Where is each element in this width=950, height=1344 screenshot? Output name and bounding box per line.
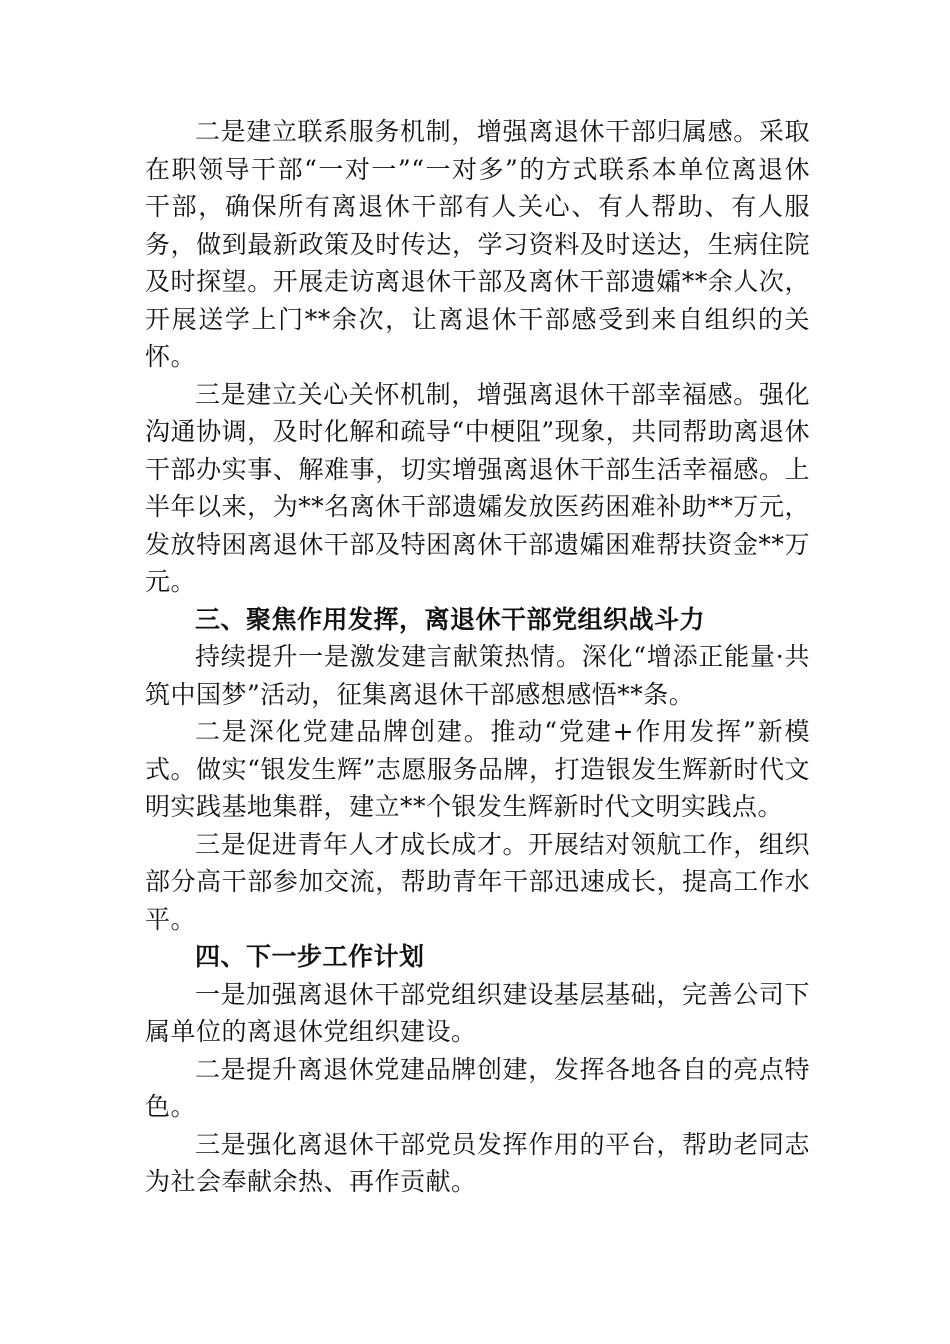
document-page (145, 113, 810, 1201)
paragraph-plan-3: 三是强化离退休干部党员发挥作用的平台，帮助老同志为社会奉献余热、再作贡献。 (145, 1129, 810, 1196)
paragraph-plan-2: 二是提升离退休党建品牌创建，发挥各地各自的亮点特色。 (145, 1054, 810, 1121)
paragraph-youth-growth: 三是促进青年人才成长成才。开展结对领航工作，组织部分高干部参加交流，帮助青年干部迅速成长，提高工作水平。 (145, 829, 810, 934)
paragraph-plan-1: 一是加强离退休干部党组织建设基层基础，完善公司下属单位的离退休党组织建设。 (145, 979, 810, 1046)
paragraph-contact-service: 二是建立联系服务机制，增强离退休干部归属感。采取在职领导干部“一对一”“一对多”的方式联系本单位离退休干部，确保所有离退休干部有人关心、有人帮助、有人服务，做到最新政策及时传达，学习资料及时送达，生病住院及时探望。开展走访离退休干部及离休干部遗孀**余人次，开展送学上门**余次，让离退休干部感受到来自组织的关怀。 (145, 117, 810, 371)
paragraph-brand-building: 二是深化党建品牌创建。推动“党建+作用发挥”新模式。做实“银发生辉”志愿服务品牌，打造银发生辉新时代文明实践基地集群，建立**个银发生辉新时代文明实践点。 (145, 717, 810, 821)
paragraph-care-mechanism: 三是建立关心关怀机制，增强离退休干部幸福感。强化沟通协调，及时化解和疏导“中梗阻”现象，共同帮助离退休干部办实事、解难事，切实增强离退休干部生活幸福感。上半年以来，为**名离休干部遗孀发放医药困难补助**万元，发放特困离退休干部及特困离休干部遗孀困难帮扶资金**万元。 (145, 379, 810, 596)
section-heading-role: 三、聚焦作用发挥，离退休干部党组织战斗力 (195, 604, 706, 634)
section-heading-next-steps: 四、下一步工作计划 (195, 942, 425, 971)
paragraph-advice: 持续提升一是激发建言献策热情。深化“增添正能量·共筑中国梦”活动，征集离退休干部感想感悟**条。 (145, 642, 810, 709)
